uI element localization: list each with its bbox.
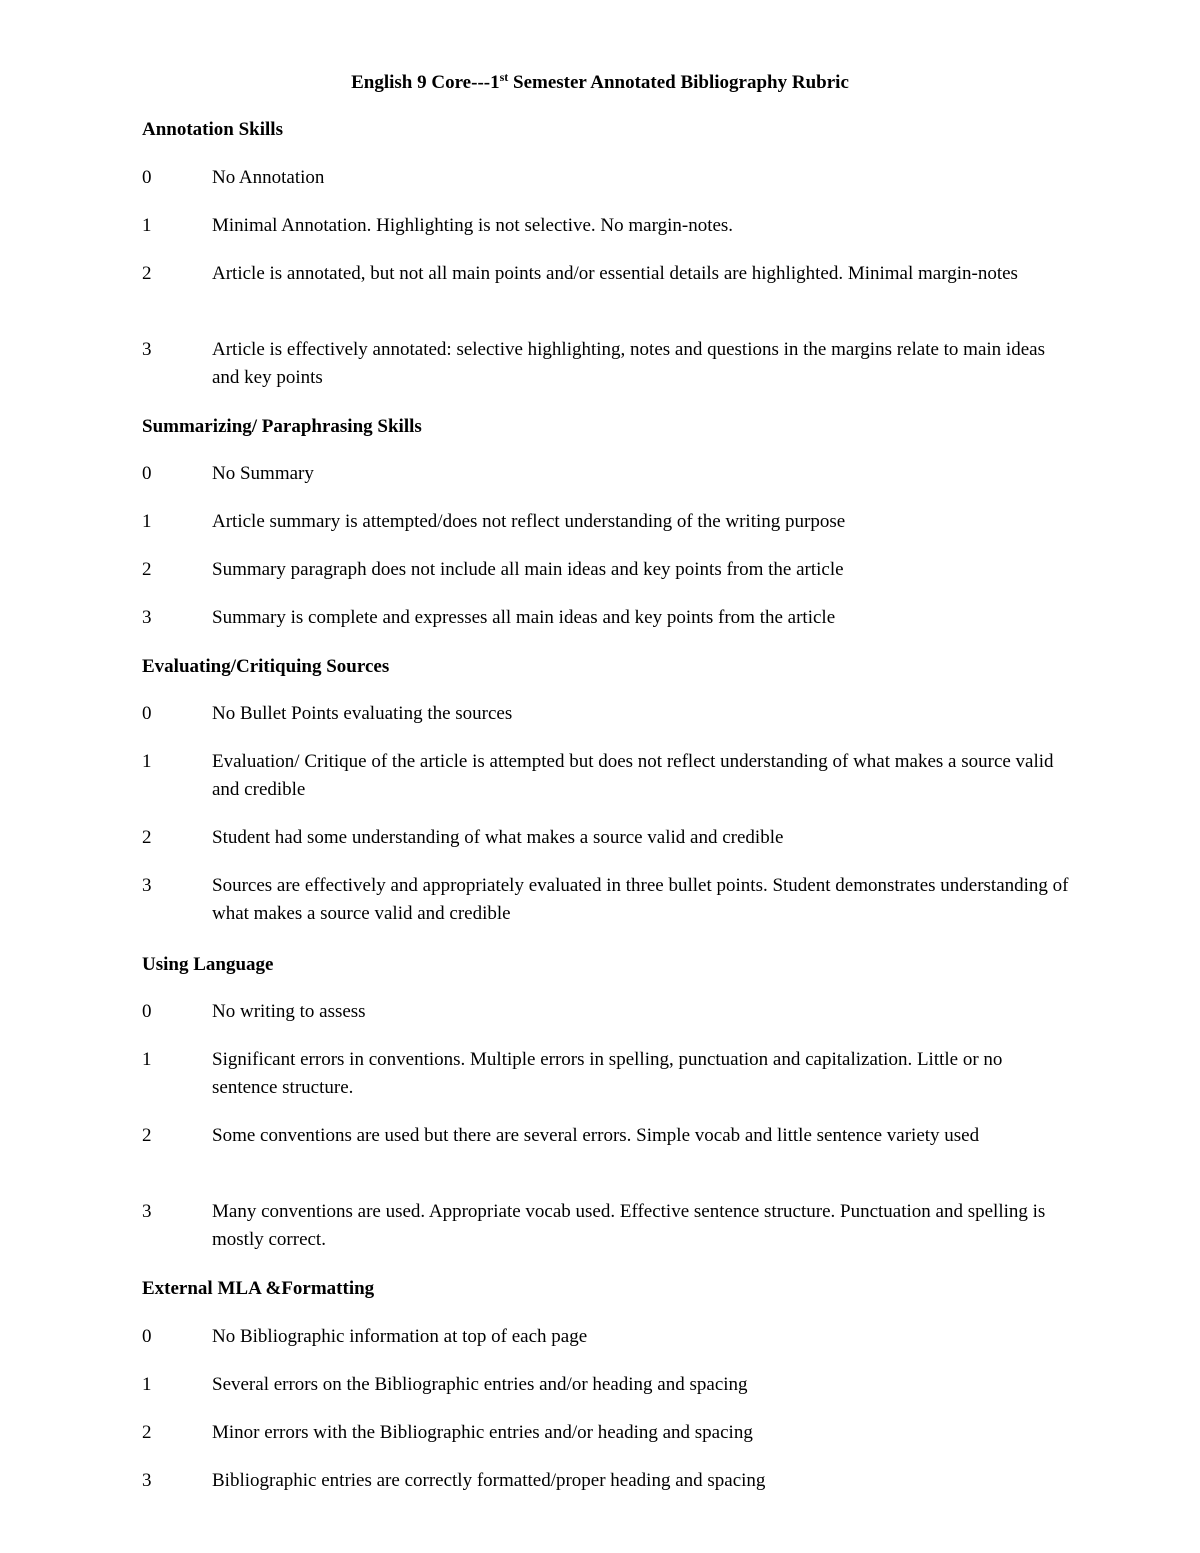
title-text-rest: Semester Annotated Bibliography Rubric: [508, 72, 849, 93]
title-superscript: st: [499, 70, 509, 84]
rubric-item: [142, 212, 1072, 240]
rubric-item: [142, 164, 1072, 192]
score-description: No writing to assess: [212, 1001, 366, 1022]
score-value: 1: [142, 511, 152, 532]
score-value: 0: [142, 463, 152, 484]
rubric-item: [142, 1122, 1072, 1150]
score-value: 0: [142, 167, 152, 188]
score-description: Minor errors with the Bibliographic entries and/or heading and spacing: [212, 1422, 753, 1443]
score-value: 3: [142, 875, 152, 896]
section-heading-mla-formatting: External MLA &Formatting: [142, 1278, 375, 1299]
score-value: 1: [142, 215, 152, 236]
score-value: 3: [142, 607, 152, 628]
section-heading-summarizing: Summarizing/ Paraphrasing Skills: [142, 416, 422, 437]
rubric-item: [142, 1467, 1072, 1495]
score-description: Some conventions are used but there are several errors. Simple vocab and little sentence variety used: [212, 1125, 980, 1146]
rubric-item: [142, 508, 1072, 536]
document-title: [0, 70, 1200, 96]
rubric-item: [142, 336, 1072, 392]
rubric-item: [142, 1323, 1072, 1351]
score-description: No Bibliographic information at top of each page: [212, 1326, 588, 1347]
score-value: 3: [142, 1470, 152, 1491]
score-value: 1: [142, 751, 152, 772]
rubric-item: [142, 1371, 1072, 1399]
score-value: 0: [142, 1001, 152, 1022]
score-description: No Bullet Points evaluating the sources: [212, 703, 513, 724]
score-value: 3: [142, 339, 152, 360]
rubric-item: [142, 460, 1072, 488]
score-value: 0: [142, 703, 152, 724]
rubric-item: [142, 1198, 1072, 1254]
score-description: Significant errors in conventions. Multiple errors in spelling, punctuation and capitalization. Little or no sentence structure.: [212, 1049, 1003, 1098]
score-description: Many conventions are used. Appropriate vocab used. Effective sentence structure. Punctuation and spelling is mostly correct.: [212, 1201, 1046, 1250]
score-description: Evaluation/ Critique of the article is attempted but does not reflect understanding of what makes a source valid and credible: [212, 751, 1054, 800]
score-description: Student had some understanding of what makes a source valid and credible: [212, 827, 784, 848]
score-value: 1: [142, 1374, 152, 1395]
score-value: 2: [142, 1125, 152, 1146]
score-description: Several errors on the Bibliographic entries and/or heading and spacing: [212, 1374, 748, 1395]
score-value: 2: [142, 559, 152, 580]
section-heading-using-language: Using Language: [142, 954, 274, 975]
rubric-item: [142, 824, 1072, 852]
rubric-item: [142, 1419, 1072, 1447]
section-heading-annotation-skills: Annotation Skills: [142, 119, 283, 140]
rubric-item: [142, 260, 1072, 288]
rubric-item: [142, 604, 1072, 632]
score-value: 3: [142, 1201, 152, 1222]
score-description: Minimal Annotation. Highlighting is not selective. No margin-notes.: [212, 215, 734, 236]
score-value: 2: [142, 1422, 152, 1443]
score-description: Sources are effectively and appropriately evaluated in three bullet points. Student demonstrates understanding of what makes a source valid and credible: [212, 875, 1069, 924]
score-value: 2: [142, 827, 152, 848]
score-description: No Summary: [212, 463, 314, 484]
score-value: 0: [142, 1326, 152, 1347]
score-value: 2: [142, 263, 152, 284]
score-description: Summary paragraph does not include all main ideas and key points from the article: [212, 559, 844, 580]
score-description: Article is annotated, but not all main points and/or essential details are highlighted. Minimal margin-notes: [212, 263, 1018, 284]
rubric-item: [142, 998, 1072, 1026]
score-description: No Annotation: [212, 167, 325, 188]
rubric-item: [142, 872, 1072, 928]
section-heading-evaluating: Evaluating/Critiquing Sources: [142, 656, 390, 677]
score-description: Article is effectively annotated: selective highlighting, notes and questions in the margins relate to main ideas and key points: [212, 339, 1045, 388]
score-description: Article summary is attempted/does not reflect understanding of the writing purpose: [212, 511, 846, 532]
rubric-item: [142, 700, 1072, 728]
score-description: Summary is complete and expresses all main ideas and key points from the article: [212, 607, 836, 628]
rubric-item: [142, 1046, 1072, 1102]
score-value: 1: [142, 1049, 152, 1070]
score-description: Bibliographic entries are correctly formatted/proper heading and spacing: [212, 1470, 766, 1491]
rubric-item: [142, 748, 1072, 804]
rubric-item: [142, 556, 1072, 584]
title-text: English 9 Core---1: [351, 72, 500, 93]
